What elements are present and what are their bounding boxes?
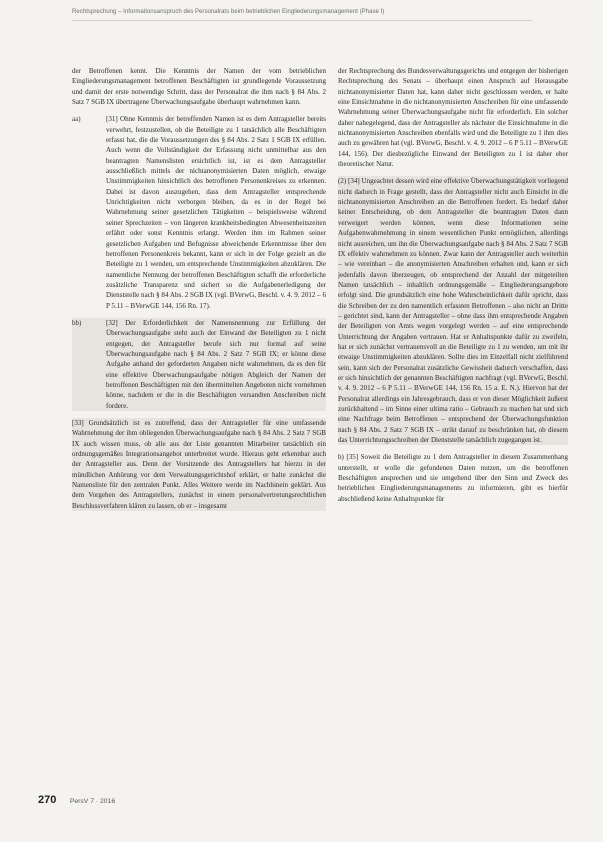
paragraph-text: der Rechtsprechung des Bundesverwaltungsgerichts und entgegen der bisherigen Rechtsprechung des Senats – überhaupt einen Anspruch auf Herausgabe nichtanonymisierter Daten hat, kann daher nicht geschlossen werden, er halte eine Einsichtnahme in die nichtanonymisierten Anschreiben für eine umfassende Wahrnehmung seiner Überwachungsaufgabe nicht für erforderlich. Ein solcher daher nahegelegend, dass der Antragsteller als nächster die Einsichtnahme in die nichtanonymisierten Anschreiben ebenfalls wird und die Beteiligte zu 1 ihm dies auch zu gewähren hat (vgl. BVerwG, Beschl. v. 4. 9. 2012 – 6 P 5.11 – BVerwGE 144, 156). Der diesbezügliche Einwand der Beteiligten zu 1 ist daher eher theoretischer Natur. bbox=[338, 67, 568, 169]
paragraph-text: [31] Ohne Kenntnis der betreffenden Namen ist es dem Antragsteller bereits verwehrt, festzustellen, ob die Beteiligte zu 1 tatsächlich alle Beschäftigten erfasst hat, die die Voraussetzungen des § 84 Abs. 2 Satz 1 SGB IX erfüllen. Auch wenn die Vollständigkeit der Erfassung nicht unmittelbar aus den beantragten Namenslisten ersichtlich ist, ist es dem Antragsteller ausschließlich mittels der nichtanonymisierten Daten möglich, etwaige Unstimmigkeiten hinsichtlich des betroffenen Personenkreises zu erkennen. Dabei ist davon auszugehen, dass dem Antragsteller entsprechende Unrichtigkeiten nicht verborgen bleiben, da es in der Regel bei Wahrnehmung seiner gesetzlichen Tätigkeiten – beispielsweise während seiner Sprechzeiten – von längeren krankheitsbedingten Abwesenheitszeiten erfährt oder sonst Kenntnis erlangt. Werden ihm im Rahmen seiner gesetzlichen Aufgaben und Befugnisse abweichende Erkenntnisse über den betroffenen Personenkreis bekannt, kann er sich in der Folge gezielt an die Beteiligte zu 1 wenden, um entsprechende Unstimmigkeiten abzuklären. Die namentliche Nennung der betroffenen Beschäftigten schafft die erforderliche zusätzliche Transparenz und sichert so die Aufgabenerledigung der Dienststelle nach § 84 Abs. 2 SGB IX (vgl. BVerwG, Beschl. v. 4. 9. 2012 – 6 P 5.11 – BVerwGE 144, 156 Rn. 17). bbox=[106, 115, 326, 310]
page-footer bbox=[38, 790, 115, 808]
paragraph-marker: bb) bbox=[72, 318, 82, 327]
right-column bbox=[338, 66, 568, 504]
running-head: Rechtsprechung – Informationsanspruch des Personalrats beim betrieblichen Eingliederungsmanagement (Phase I) bbox=[72, 8, 385, 15]
paragraph bbox=[72, 418, 326, 511]
paragraph bbox=[72, 114, 326, 311]
journal-reference: PersV 7 · 2016 bbox=[69, 798, 116, 805]
paragraph bbox=[72, 318, 326, 411]
paragraph-text: [33] Grundsätzlich ist es zutreffend, dass der Antragsteller für eine umfassende Wahrnehmung der ihm obliegenden Überwachungsaufgabe nach § 84 Abs. 2 Satz 7 SGB IX auch wissen muss, ob alle aus der Liste genannten Mitarbeiter tatsächlich ein ordnungsgemäßes Integrationsangebot unterbreitet wurde. Hieraus geht erkennbar auch der Antragsteller aus. Denn der Vorsitzende des Antragstellers hat hierzu in der mündlichen Anhörung vor dem Verwaltungsgerichtshof erklärt, er halte zunächst die Namensliste für den zentralen Punkt. Alles Weitere werde im Nachhinein geklärt. Aus dem Vorgehen des Antragstellers, zunächst in einem personalvertretungsrechtlichen Beschlussverfahren klären zu lassen, ob er – insgesamt bbox=[72, 419, 326, 510]
paragraph bbox=[338, 66, 568, 169]
paragraph bbox=[72, 66, 326, 107]
paragraph-text: b) [35] Soweit die Beteiligte zu 1 dem Antragsteller in diesem Zusammenhang unterstellt, er wolle die gefundenen Daten nutzen, um die betroffenen Beschäftigten ansprechen und sie umgehend über den Sinn und Zweck des betrieblichen Eingliederungsmanagements zu informieren, gibt es hierfür abschließend keine Anhaltspunkte für bbox=[338, 453, 568, 503]
paragraph-text: [32] Der Erforderlichkeit der Namensnennung zur Erfüllung der Überwachungsaufgabe steht auch der Einwand der Beteiligten zu 1 nicht entgegen, der Antragsteller berufe sich nur formal auf seine Überwachungsaufgabe nach § 84 Abs. 2 Satz 7 SGB IX; er könne diese Aufgabe anhand der geforderten Angaben nicht wahrnehmen, da es den für eine effektive Überwachungsaufgabe nötigen Abgleich der Namen der betroffenen Beschäftigten mit den übermittelten Angeboten nicht vornehmen könne, nachdem er die in die Beschäftigten versandten Anschreiben nicht fordere. bbox=[106, 318, 326, 410]
paragraph bbox=[338, 176, 568, 445]
header-divider bbox=[72, 20, 532, 21]
page-number: 270 bbox=[38, 794, 57, 806]
paragraph bbox=[338, 452, 568, 504]
paragraph-text: der Betroffenen kennt. Die Kenntnis der Namen der vom betrieblichen Eingliederungsmanagement betroffenen Beschäftigten ist grundlegende Voraussetzung und damit der erste notwendige Schritt, dass der Personalrat die ihm nach § 84 Abs. 2 Satz 7 SGB IX übertragene Überwachungsaufgabe überhaupt wahrnehmen kann. bbox=[72, 67, 326, 107]
paragraph-text: (2) [34] Ungeachtet dessen wird eine effektive Überwachungstätigkeit vorliegend nicht dadurch in Frage gestellt, dass der Antragsteller nicht auch Einsicht in die nichtanonymisierten Anschreiben an die Betroffenen fordert. Es bedarf daher keiner Entscheidung, ob dem Antragsteller die beantragten Daten dann verweigert werden können, wenn diese Informationen seine Aufgabenwahrnehmung in einem wesentlichen Punkt ermöglichen, allerdings nicht ausreichen, um ihn die Überwachungsaufgabe nach § 84 Abs. 2 Satz 7 SGB IX effektiv wahrnehmen zu können. Zwar kann der Antragsteller auch weiterhin – wie vereinbart – die anonymisierten Anschreiben erhalten und, kann er sich jedenfalls davon überzeugen, ob entsprechend der Anzahl der mitgeteilten Namen tatsächlich – inhaltlich ordnungsgemäße – Eingliederungsangebote erfolgt sind. Die grundsätzlich eine hohe Wahrscheinlichkeit dafür spricht, dass die Schreiben der zu den namentlich erfassten Betroffenen – also nicht an Dritte – gerichtet sind, kann der Antragsteller – ohne dass ihm entsprechende Angaben der Beteiligten von Amts wegen vorgelegt werden – auf eine entsprechende Unterrichtung der Angaben vertrauen. Hat er Anhaltspunkte dafür zu zweifeln, hat er sich zunächst vertrauensvoll an die Beteiligte zu 1 zu wenden, um mit ihr etwaige Unstimmigkeiten abzuklären. Sollte dies im Einzelfall nicht zielführend sein, kann sich der Personalrat zusätzliche Gewissheit dadurch verschaffen, dass er sich hinsichtlich der genannten Beschäftigten nachfragt (vgl. BVerwG, Beschl. v. 4. 9. 2012 – 6 P 5.11 – BVerwGE 144, 156 Rn. 15 a. E. N.). Hiervon hat der Personalrat allerdings ein Jahresgebrauch, dass er von dieser Möglichkeit äußerst zurückhaltend – im Sinne einer ultima ratio – Gebrauch zu machen hat und sich eine Nachfrage beim Betroffenen – entsprechend der Überwachungsfunktion nach § 84 Abs. 2 Satz 7 SGB IX – strikt darauf zu beschränken hat, ob diesem das Unterrichtungsschreiben der Dienststelle tatsächlich zugegangen ist. bbox=[338, 177, 568, 445]
left-column bbox=[72, 66, 326, 511]
paragraph-marker: aa) bbox=[72, 115, 81, 124]
